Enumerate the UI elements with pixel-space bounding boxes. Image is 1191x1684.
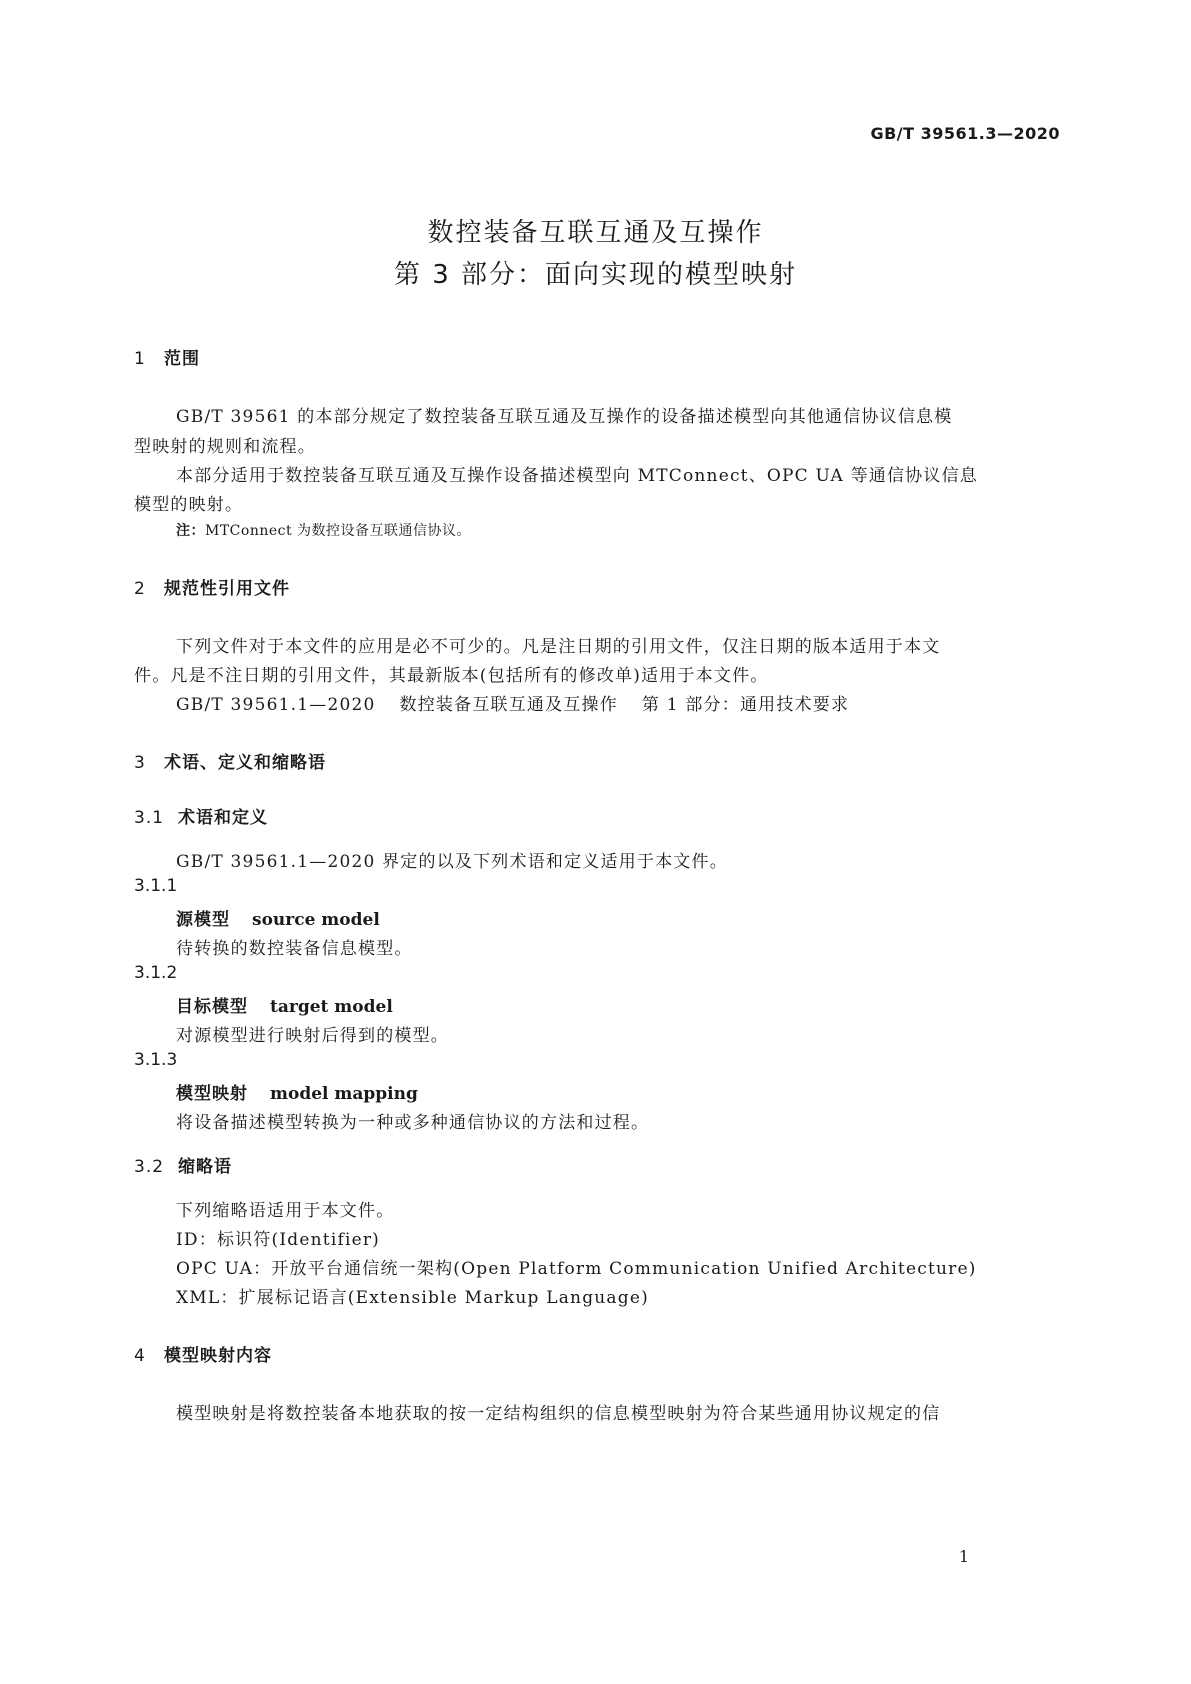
section-number: 2	[134, 579, 146, 599]
term-definition: 待转换的数控装备信息模型。	[176, 939, 413, 959]
term-zh: 目标模型	[176, 997, 248, 1017]
reference-part: 第 1 部分：通用技术要求	[641, 695, 850, 715]
section-number: 1	[134, 349, 146, 369]
section-title: 术语、定义和缩略语	[164, 753, 326, 773]
section-2-heading	[134, 574, 290, 599]
section-number: 3	[134, 753, 146, 773]
section-3-heading	[134, 748, 326, 773]
note-label: 注：	[176, 523, 205, 539]
abbreviation: ID：标识符(Identifier)	[176, 1230, 381, 1250]
term-en: model mapping	[270, 1084, 418, 1104]
reference-code: GB/T 39561.1—2020	[176, 695, 376, 715]
term-definition: 将设备描述模型转换为一种或多种通信协议的方法和过程。	[176, 1113, 650, 1133]
note	[176, 520, 471, 540]
paragraph-line: 件。凡是不注日期的引用文件，其最新版本(包括所有的修改单)适用于本文件。	[134, 666, 769, 686]
paragraph-line: 下列文件对于本文件的应用是必不可少的。凡是注日期的引用文件，仅注日期的版本适用于本文	[176, 637, 941, 657]
page-number: 1	[958, 1547, 969, 1566]
paragraph-line: GB/T 39561 的本部分规定了数控装备互联互通及互操作的设备描述模型向其他通信协议信息模	[176, 407, 953, 427]
section-4-heading	[134, 1341, 272, 1366]
section-title: 范围	[164, 349, 200, 369]
document-title-line1: 数控装备互联互通及互操作	[427, 218, 764, 248]
term-en: target model	[270, 997, 393, 1017]
term-number: 3.1.2	[134, 963, 178, 983]
term-zh: 源模型	[176, 910, 230, 930]
section-title: 规范性引用文件	[164, 579, 290, 599]
section-number: 4	[134, 1346, 146, 1366]
subsection-title: 术语和定义	[178, 808, 268, 828]
subsection-title: 缩略语	[178, 1157, 232, 1177]
subsection-3-1-heading	[134, 803, 268, 828]
abbreviation: OPC UA：开放平台通信统一架构(Open Platform Communication Unified Architecture)	[176, 1259, 977, 1279]
standard-code: GB/T 39561.3—2020	[870, 124, 1060, 143]
paragraph-line: 模型映射是将数控装备本地获取的按一定结构组织的信息模型映射为符合某些通用协议规定的信	[176, 1404, 941, 1424]
abbreviation: XML：扩展标记语言(Extensible Markup Language)	[176, 1288, 649, 1308]
subsection-3-2-heading	[134, 1152, 232, 1177]
paragraph-line: 模型的映射。	[134, 495, 244, 515]
term-entry	[176, 1079, 418, 1104]
term-zh: 模型映射	[176, 1084, 248, 1104]
term-entry	[176, 905, 380, 930]
term-entry	[176, 992, 393, 1017]
term-en: source model	[252, 910, 380, 930]
term-number: 3.1.3	[134, 1050, 178, 1070]
term-number: 3.1.1	[134, 876, 178, 896]
paragraph-line: 下列缩略语适用于本文件。	[176, 1201, 395, 1221]
paragraph-line: GB/T 39561.1—2020 界定的以及下列术语和定义适用于本文件。	[176, 852, 728, 872]
normative-reference	[176, 690, 1101, 715]
paragraph-line: 本部分适用于数控装备互联互通及互操作设备描述模型向 MTConnect、OPC UA 等通信协议信息	[176, 466, 978, 486]
subsection-number: 3.2	[134, 1157, 165, 1177]
term-definition: 对源模型进行映射后得到的模型。	[176, 1026, 449, 1046]
section-title: 模型映射内容	[164, 1346, 272, 1366]
note-text: MTConnect 为数控设备互联通信协议。	[205, 523, 472, 539]
section-1-heading	[134, 344, 200, 369]
subsection-number: 3.1	[134, 808, 165, 828]
paragraph-line: 型映射的规则和流程。	[134, 437, 316, 457]
reference-title: 数控装备互联互通及互操作	[399, 695, 618, 715]
document-title-line2: 第 3 部分：面向实现的模型映射	[393, 260, 798, 290]
